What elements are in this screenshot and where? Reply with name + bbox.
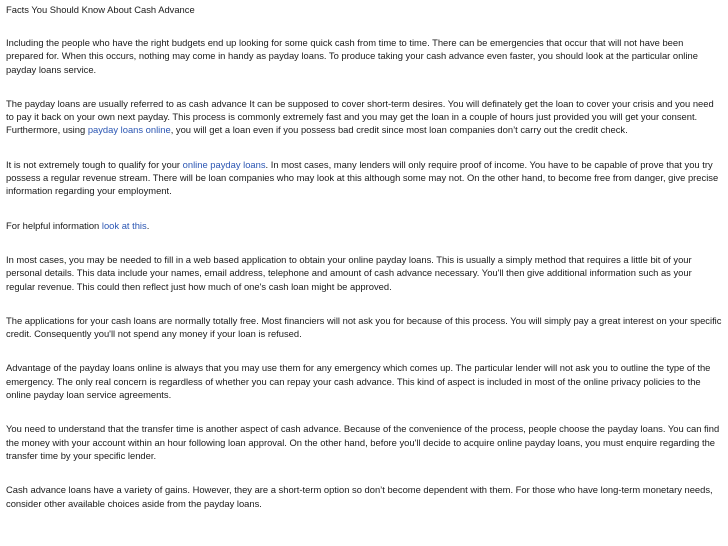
paragraph-2-text-after: , you will get a loan even if you possess bad credit since most loan companies don’t carry out the credit check.	[170, 124, 628, 136]
paragraph-8: You need to understand that the transfer time is another aspect of cash advance. Because of the convenience of the process, people choose the payday loans. You can find the money with your account within an hour following loan approval. On the other hand, before you'll decide to acquire online payday loans, you must enquire regarding the transfer time by your specific lender.	[6, 423, 720, 461]
payday-loans-online-link[interactable]: payday loans online	[87, 124, 171, 136]
paragraph-6: The applications for your cash loans are normally totally free. Most financiers will not ask you for because of this process. You will simply pay a great interest on your specific credit. Consequently you'll not spend any money if your loan is refused.	[6, 314, 722, 340]
paragraph-2	[6, 97, 722, 137]
paragraph-9: Cash advance loans have a variety of gains. However, they are a short-term option so don’t become dependent with them. For those who have long-term monetary needs, consider other available choices aside from the payday loans.	[6, 484, 713, 509]
document-title: Facts You Should Know About Cash Advance	[6, 4, 195, 15]
paragraph-5: In most cases, you may be needed to fill in a web based application to obtain your online payday loans. This is usually a simply method that requires a little bit of your personal details. This data include your names, email address, telephone and amount of cash advance necessary. You'll then give additional information such as your regular revenue. This could then reflect just how much of one's cash loan might be approved.	[6, 253, 692, 292]
paragraph-4-text-before: For helpful information	[6, 219, 102, 231]
paragraph-7: Advantage of the payday loans online is always that you may use them for any emergency which comes up. The particular lender will not ask you to outline the type of the emergency. The only real concern is regardless of whether you can repay your cash advance. This kind of aspect is included in most of the online privacy policies to the online payday loan service agreements.	[6, 362, 711, 401]
paragraph-4	[6, 219, 722, 232]
paragraph-4-text-after: .	[146, 219, 150, 231]
paragraph-1: Including the people who have the right budgets end up looking for some quick cash from time to time. There can be emergencies that occur that will not have been prepared for. When this occurs, nothing may come in handy as payday loans. To produce taking your cash advance even faster, you should look at the particular online payday loans service.	[6, 37, 698, 75]
online-payday-loans-link[interactable]: online payday loans	[182, 158, 266, 170]
paragraph-3-text-after: . In most cases, many lenders will only require proof of income. You have to be capable of prove that you try possess a regular revenue stream. There will be loan companies who may look at this although some may not. On the other hand, to become free from danger, give precise information regarding your employment.	[6, 158, 719, 197]
paragraph-2-text-before: The payday loans are usually referred to as cash advance It can be supposed to cover short-term desires. You will definately get the loan to cover your crisis and you need to pay it back on your own next payday. This process is commonly extremely fast and you may get the loan in a couple of hours just provided you will get your consent. Furthermore, using	[6, 97, 714, 136]
look-at-this-link[interactable]: look at this	[101, 219, 147, 231]
document-page	[6, 3, 722, 531]
paragraph-3	[6, 158, 722, 198]
paragraph-3-text-before: It is not extremely tough to qualify for your	[6, 158, 183, 170]
